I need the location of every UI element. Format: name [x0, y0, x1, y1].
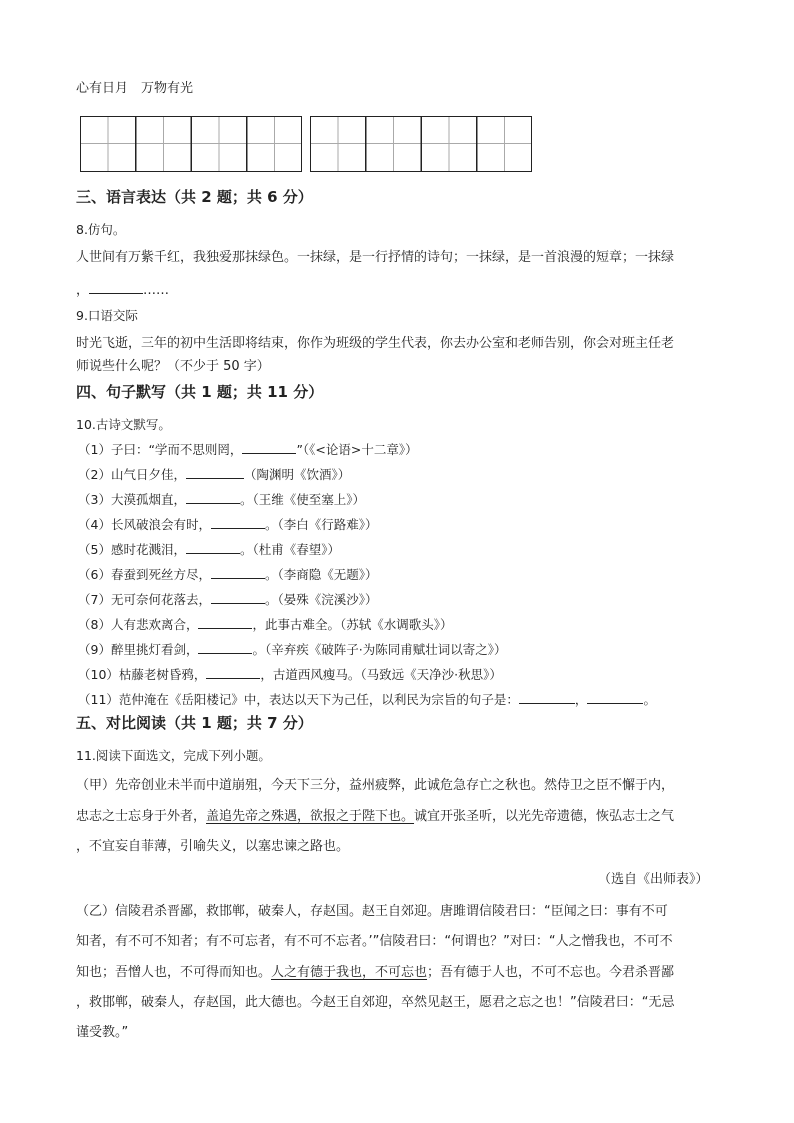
passage-yi-line-4: ，救邯郸，破秦人，存赵国，此大德也。今赵王自郊迎，卒然见赵王，愿君之忘之也！”信陵君曰：“无忌 [76, 995, 675, 1010]
underlined-sentence: 盖追先帝之殊遇，欲报之于陛下也。 [206, 809, 415, 824]
answer-blank[interactable] [211, 564, 265, 579]
poem-item-2: （2）山气日夕佳， （陶渊明《饮酒》） [78, 464, 350, 485]
underlined-sentence: 人之有德于我也，不可忘也 [271, 965, 428, 980]
poem-item-1: （1）子曰：“学而不思则罔， ”（《<论语>十二章》） [78, 439, 418, 460]
answer-blank[interactable] [198, 614, 252, 629]
answer-blank[interactable] [186, 489, 240, 504]
answer-blank[interactable] [519, 689, 575, 704]
question-10-label: 10.古诗文默写。 [76, 417, 171, 432]
answer-blank[interactable] [587, 689, 643, 704]
poem-item-6: （6）春蚕到死丝方尽， 。（李商隐《无题》） [78, 564, 377, 585]
question-8-line-2 [76, 279, 169, 301]
poem-item-11: （11）范仲淹在《岳阳楼记》中，表达以天下为己任，以利民为宗旨的句子是： ， 。 [78, 689, 656, 710]
passage-yi-line-5: 谨受教。” [76, 1025, 129, 1040]
passage-yi-line-1: （乙）信陵君杀晋鄙，救邯郸，破秦人，存赵国。赵王自郊迎。唐雎谓信陵君曰：“臣闻之曰：事有不可 [76, 904, 668, 919]
poem-item-3: （3）大漠孤烟直， 。（王维《使至塞上》） [78, 489, 365, 510]
passage-jia-line-1: （甲）先帝创业未半而中道崩殂，今天下三分，益州疲弊，此诚危急存亡之秋也。然侍卫之臣不懈于内， [76, 778, 675, 793]
poem-item-4: （4）长风破浪会有时， 。（李白《行路难》） [78, 514, 377, 535]
answer-blank[interactable] [186, 464, 244, 479]
passage-yi-line-3: 知也；吾憎人也，不可得而知也。人之有德于我也，不可忘也；吾有德于人也，不可不忘也。今君杀晋鄙 [76, 965, 675, 980]
question-9-label: 9.口语交际 [76, 308, 138, 323]
question-8-ellipsis: …… [143, 283, 170, 298]
header-phrase: 心有日月 万物有光 [76, 81, 194, 96]
section-heading-3: 三、语言表达（共 2 题；共 6 分） [76, 188, 313, 206]
question-9-line-1: 时光飞逝，三年的初中生活即将结束，你作为班级的学生代表，你去办公室和老师告别，你会对班主任老 [76, 336, 675, 351]
question-11-label: 11.阅读下面选文，完成下列小题。 [76, 748, 271, 763]
question-8-label: 8.仿句。 [76, 222, 126, 237]
passage-jia-line-3: ，不宜妄自菲薄，引喻失义，以塞忠谏之路也。 [76, 839, 350, 854]
question-8-comma: ， [76, 283, 90, 298]
passage-jia-source: （选自《出师表》） [598, 872, 709, 887]
answer-blank[interactable] [242, 439, 296, 454]
question-9-line-2: 师说些什么呢？（不少于 50 字） [76, 359, 270, 374]
section-heading-4: 四、句子默写（共 1 题；共 11 分） [76, 383, 324, 401]
passage-jia-line-2: 忠志之士忘身于外者，盖追先帝之殊遇，欲报之于陛下也。诚宜开张圣听，以光先帝遗德，恢弘志士之气 [76, 809, 675, 824]
poem-item-8: （8）人有悲欢离合， ，此事古难全。（苏轼《水调歌头》） [78, 614, 452, 635]
answer-blank[interactable] [211, 589, 265, 604]
writing-grid-right [310, 116, 532, 172]
poem-item-7: （7）无可奈何花落去， 。（晏殊《浣溪沙》） [78, 589, 377, 610]
writing-grid-left [80, 116, 302, 172]
answer-blank[interactable] [211, 514, 265, 529]
question-8-line-1: 人世间有万紫千红，我独爱那抹绿色。一抹绿，是一行抒情的诗句；一抹绿，是一首浪漫的短章；一抹绿 [76, 250, 675, 265]
answer-blank[interactable] [89, 279, 143, 294]
poem-item-5: （5）感时花溅泪， 。（杜甫《春望》） [78, 539, 340, 560]
section-heading-5: 五、对比阅读（共 1 题；共 7 分） [76, 714, 313, 732]
answer-blank[interactable] [186, 539, 240, 554]
answer-blank[interactable] [206, 664, 260, 679]
poem-item-9: （9）醉里挑灯看剑， 。（辛弃疾《破阵子·为陈同甫赋壮词以寄之》） [78, 639, 506, 660]
poem-item-10: （10）枯藤老树昏鸦， ，古道西风瘦马。（马致远《天净沙·秋思》） [78, 664, 502, 685]
passage-yi-line-2: 知者，有不可不知者；有不可忘者，有不可不忘者。’”信陵君曰：“何谓也？”对曰：“人之憎我也，不可不 [76, 934, 673, 949]
answer-blank[interactable] [198, 639, 252, 654]
